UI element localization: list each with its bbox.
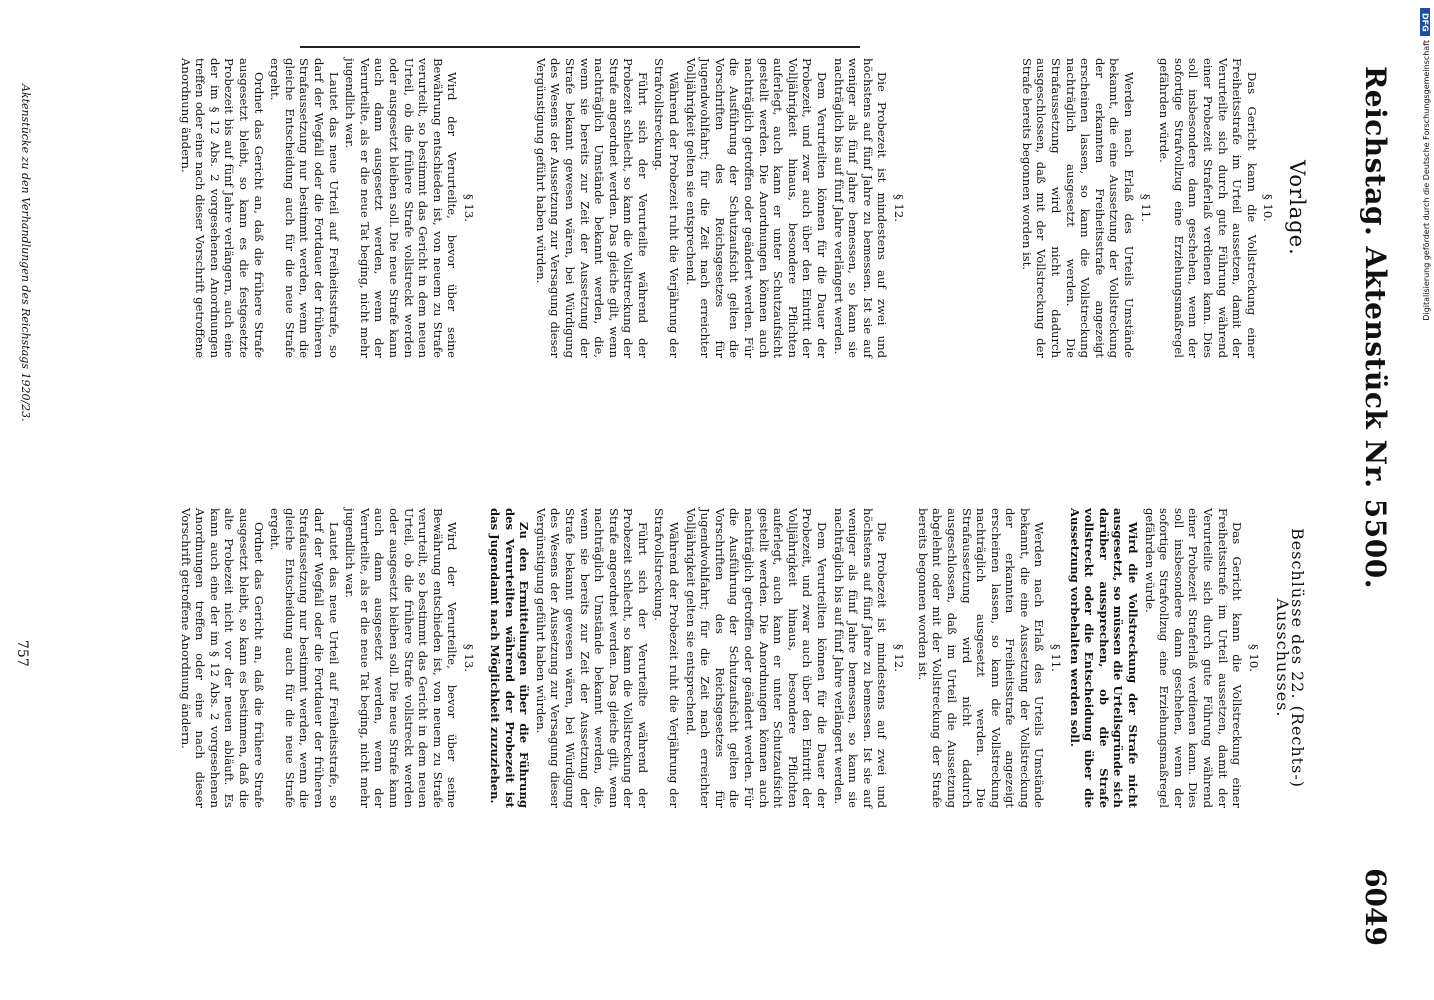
section-13-text-3: Ordnet das Gericht an, daß die frühere Strafe ausgesetzt bleibt, so kann es die festgesetzte Probezeit bis auf fünf Jahre verlängern, auch eine der im § 12 Abs. 2 vorgesehenen Anordnungen treffen oder eine nach dieser Vorschrift getroffene Anordnung ändern.	[178, 58, 266, 358]
section-12-text-2: Dem Verurteilten können für die Dauer der Probezeit, und zwar auch über den Eintritt der Volljährigkeit hinaus, besondere Pflichten auferlegt, auch kann er unter Schutzaufsicht gestellt werden. Die Anordnungen können auch nachträglich getroffen oder geändert werden. Für die Ausführung der Schutzaufsicht gelten die Vorschriften des Reichsgesetzes für Jugendwohlfahrt; für die Zeit nach erreichter Volljährigkeit gelten sie entsprechend.	[683, 508, 830, 808]
section-13-text-1: Wird der Verurteilte, bevor über seine Bewährung entschieden ist, von neuem zu Strafe verurteilt, so bestimmt das Gericht in dem neuen Urteil, ob die frühere Strafe vollstreckt werden oder ausgesetzt bleiben soll. Die neue Strafe kann auch dann ausgesetzt werden, wenn der Verurteilte, als er die neue Tat beging, nicht mehr jugendlich war.	[343, 508, 460, 808]
section-13-text-3: Ordnet das Gericht an, daß die frühere Strafe ausgesetzt bleibt, so kann es bestimmen, daß die alte Probezeit nicht vor der neuen abläuft. Es kann auch eine der im § 12 Abs. 2 vorgesehenen Anordnungen treffen oder eine nach dieser Vorschrift getroffene Anordnung ändern.	[178, 508, 266, 808]
page-number: 6049	[1359, 868, 1392, 946]
section-10-amendment: Wird die Vollstreckung der Strafe nicht ausgesetzt, so müssen die Urteilsgründe sich darüber aussprechen, ob die Strafe vollstreckt oder die Entscheidung über die Aussetzung vorbehalten werden soll.	[1067, 508, 1141, 808]
footer-page-number: 757	[14, 640, 30, 667]
section-11-text: Werden nach Erlaß des Urteils Umstände bekannt, die eine Aussetzung der Vollstreckung der erkannten Freiheitsstrafe angezeigt erscheinen lassen, so kann die Vollstreckung nachträglich ausgesetzt werden. Die Strafaussetzung wird nicht dadurch ausgeschlossen, daß mit der Vollstreckung der Strafe bereits begonnen worden ist.	[1019, 58, 1137, 358]
section-12-title: § 12.	[892, 194, 906, 222]
section-10-text: Das Gericht kann die Vollstreckung einer Freiheitsstrafe im Urteil aussetzen, damit der Verurteilte sich durch gute Führung während einer Probezeit Straferlaß verdienen kann. Dies soll insbesondere dann geschehen, wenn der sofortige Strafvollzug eine Erziehungsmaßregel gefährden würde.	[1142, 508, 1245, 808]
right-column-middle	[485, 508, 910, 808]
right-column-heading: Beschlüsse des 22. (Rechts-) Ausschusses.	[1273, 528, 1307, 788]
section-12-text-3: Während der Probezeit ruht die Verjährung der Strafvollstreckung.	[652, 58, 682, 358]
section-12-text-4: Führt sich der Verurteilte während der Probezeit schlecht, so kann die Vollstreckung der Strafe angeordnet werden. Das gleiche gilt, wenn nachträglich Umstände bekannt werden, die, wenn sie bereits zur Zeit der Aussetzung der Strafe bekannt gewesen wären, bei Würdigung des Wesens der Aussetzung zur Versagung dieser Vergünstigung geführt haben würden.	[533, 508, 650, 808]
footer-source: Aktenstücke zu den Verhandlungen des Reichstags 1920/23.	[19, 84, 32, 422]
left-column-bottom	[176, 58, 480, 358]
section-11-text: Werden nach Erlaß des Urteils Umstände bekannt, die eine Aussetzung der Vollstreckung der erkannten Freiheitsstrafe angezeigt erscheinen lassen, so kann die Vollstreckung nachträglich ausgesetzt werden. Die Strafaussetzung wird nicht dadurch ausgeschlossen, daß im Urteil die Aussetzung abgelehnt oder mit der Vollstreckung der Strafe bereits begonnen worden ist.	[915, 508, 1047, 808]
section-12-text-2: Dem Verurteilten können für die Dauer der Probezeit, und zwar auch über den Eintritt der Volljährigkeit hinaus, besondere Pflichten auferlegt, auch kann er unter Schutzaufsicht gestellt werden. Die Anordnungen können auch nachträglich getroffen oder geändert werden. Für die Ausführung der Schutzaufsicht gelten die Vorschriften des Reichsgesetzes für Jugendwohlfahrt; für die Zeit nach erreichter Volljährigkeit gelten sie entsprechend.	[683, 58, 830, 358]
section-12-text-1: Die Probezeit ist mindestens auf zwei und höchstens auf fünf Jahre zu bemessen. Ist sie auf weniger als fünf Jahre bemessen, so kann sie nachträglich bis auf fünf Jahre verlängert werden.	[831, 508, 890, 808]
dfg-logo: DFG	[1420, 8, 1430, 36]
left-column-heading: Vorlage.	[1285, 160, 1309, 256]
section-13-text-2: Lautet das neue Urteil auf Freiheitsstrafe, so darf der Wegfall oder die Fortdauer der früheren Strafaussetzung nur bestimmt werden, wenn die gleiche Entscheidung auch für die neue Strafe ergeht.	[268, 508, 341, 808]
dfg-side-note	[1416, 0, 1434, 1000]
document-title: Reichstag. Aktenstück Nr. 5500.	[1359, 66, 1392, 589]
section-12-amendment: Zu den Ermittelungen über die Führung des Verurteilten während der Probezeit ist das Jugendamt nach Möglichkeit zuzuziehen.	[487, 508, 532, 808]
section-13-title: § 13.	[462, 194, 476, 222]
left-column-middle	[531, 58, 910, 358]
page-header	[1358, 66, 1392, 946]
dfg-funding-note: Digitalisierung gefördert durch die Deutsche Forschungsgemeinschaft	[1422, 40, 1431, 321]
section-12-text-4: Führt sich der Verurteilte während der Probezeit schlecht, so kann die Vollstreckung der Strafe angeordnet werden. Das gleiche gilt, wenn nachträglich Umstände bekannt werden, die, wenn sie bereits zur Zeit der Aussetzung der Strafe bekannt gewesen wären, bei Würdigung des Wesens der Aussetzung zur Versagung dieser Vergünstigung geführt haben würden.	[533, 58, 650, 358]
section-10-title: § 10.	[1246, 644, 1261, 672]
section-12-text-3: Während der Probezeit ruht die Verjährung der Strafvollstreckung.	[652, 508, 682, 808]
section-12-title: § 12.	[892, 644, 906, 672]
section-13-title: § 13.	[462, 644, 476, 672]
section-13-text-1: Wird der Verurteilte, bevor über seine Bewährung entschieden ist, von neuem zu Strafe verurteilt, so bestimmt das Gericht in dem neuen Urteil, ob die frühere Strafe vollstreckt werden oder ausgesetzt bleiben soll. Die neue Strafe kann auch dann ausgesetzt werden, wenn der Verurteilte, als er die neue Tat beging, nicht mehr jugendlich war.	[343, 58, 460, 358]
section-13-text-2: Lautet das neue Urteil auf Freiheitsstrafe, so darf der Wegfall oder die Fortdauer der früheren Strafaussetzung nur bestimmt werden, wenn die gleiche Entscheidung auch für die neue Strafe ergeht.	[268, 58, 341, 358]
left-column-top	[1017, 58, 1309, 358]
column-divider	[300, 46, 860, 48]
section-11-title: § 11.	[1138, 194, 1153, 222]
section-10-title: § 10.	[1261, 194, 1276, 222]
section-10-text: Das Gericht kann die Vollstreckung einer Freiheitsstrafe im Urteil aussetzen, damit der Verurteilte sich durch gute Führung während einer Probezeit Straferlaß verdienen kann. Dies soll insbesondere dann geschehen, wenn der sofortige Strafvollzug eine Erziehungsmaßregel gefährden würde.	[1157, 58, 1259, 358]
section-11-title: § 11.	[1049, 644, 1064, 672]
section-12-text-1: Die Probezeit ist mindestens auf zwei und höchstens auf fünf Jahre zu bemessen. Ist sie auf weniger als fünf Jahre bemessen, so kann sie nachträglich bis auf fünf Jahre verlängert werden.	[831, 58, 890, 358]
right-column-top	[913, 508, 1307, 808]
right-column-bottom	[176, 508, 480, 808]
